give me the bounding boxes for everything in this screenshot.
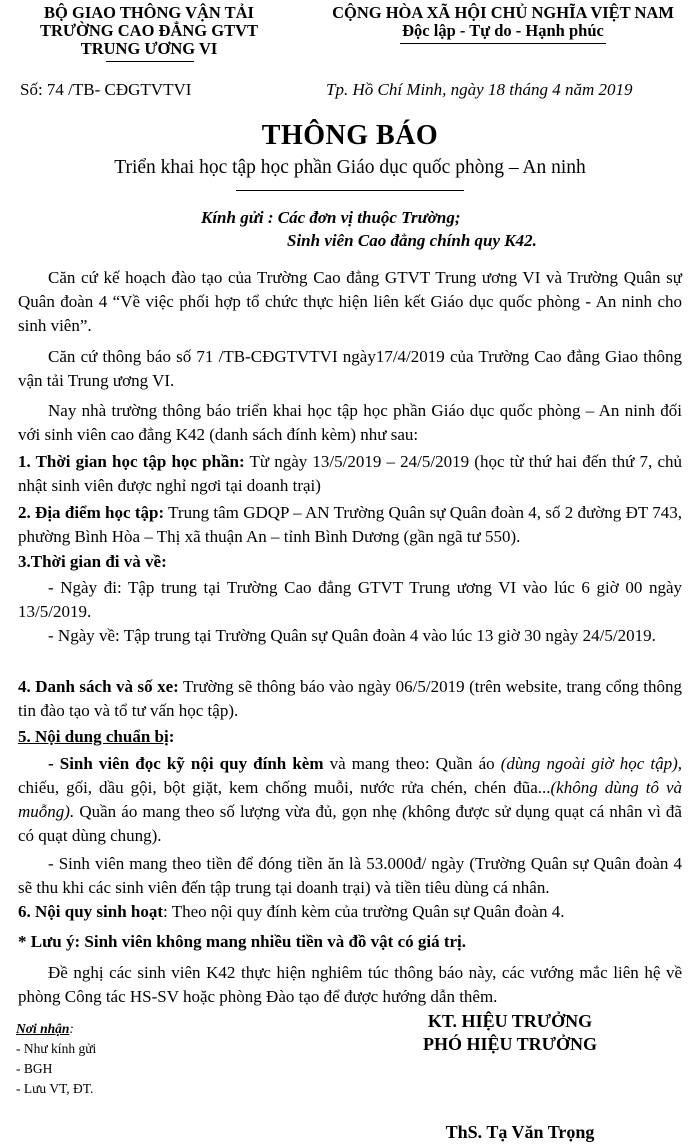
section-5-item-1 [18,752,682,848]
note: * Lưu ý: Sinh viên không mang nhiều tiền và đồ vật có giá trị. [18,932,467,951]
section-2-text: Trung tâm GDQP – AN Trường Quân sự Quân đoàn 4, số 2 đường ĐT 743, phường Bình Hòa – Thị xã thuận An – tỉnh Bình Dương (gần ngã tư 550). [18,503,682,546]
recipients-list-label: Nơi nhận [16,1021,70,1036]
paragraph-basis-2: Căn cứ thông báo số 71 /TB-CĐGTVTVI ngày17/4/2019 của Trường Cao đẳng Giao thông vận tải Trung ương VI. [18,347,682,390]
signature-title-2: PHÓ HIỆU TRƯỞNG [422,1034,597,1054]
recipients-list [16,1019,96,1099]
recipients-list-colon: : [69,1021,74,1036]
paragraph-basis-1: Căn cứ kế hoạch đào tạo của Trường Cao đẳng GTVT Trung ương VI và Trường Quân sự Quân đoàn 4 “Về việc phối hợp tổ chức thực hiện liên kết Giáo dục quốc phòng - An ninh cho sinh viên”. [18,268,682,335]
signature-block [380,1010,640,1056]
org-school: TRƯỜNG CAO ĐẲNG GTVT [39,21,259,40]
section-5-heading [18,725,682,749]
nation-name: CỘNG HÒA XÃ HỘI CHỦ NGHĨA VIỆT NAM [332,3,674,22]
section-5-item-2: - Sinh viên mang theo tiền để đóng tiền ăn là 53.000đ/ ngày (Trường Quân sự Quân đoàn 4 sẽ thu khi các sinh viên đến tập trung tại doanh trại) và tiền tiêu dùng cá nhân. [18,854,682,897]
closing-paragraph: Đề nghị các sinh viên K42 thực hiện nghiêm túc thông báo này, các vướng mắc liên hệ về phòng Công tác HS-SV hoặc phòng Đào tạo để được hướng dẫn thêm. [18,963,682,1006]
section-4-label: 4. Danh sách và số xe: [18,677,179,696]
section-6-text: : Theo nội quy đính kèm của trường Quân sự Quân đoàn 4. [163,902,565,921]
section-3-return: - Ngày về: Tập trung tại Trường Quân sự Quân đoàn 4 vào lúc 13 giờ 30 ngày 24/5/2019. [48,626,656,645]
section-5-item-1-text-d: không được sử dụng quạt cá nhân vì đã có quạt dùng chung). [18,802,682,845]
recipients-line-2: Sinh viên Cao đẳng chính quy K42. [287,231,537,250]
section-1 [18,450,682,498]
document-number: Số: 74 /TB- CĐGTVTVI [20,80,192,99]
section-4-text: Trường sẽ thông báo vào ngày 06/5/2019 (trên website, trang cổng thông tin đào tạo và tổ tư vấn học tập). [18,677,682,720]
page-subtitle: Triển khai học tập học phần Giáo dục quốc phòng – An ninh [114,157,586,178]
section-5-item-1-text-a: và mang theo: Quần áo [323,754,501,773]
recipient-item: - Như kính gửi [16,1041,97,1056]
place-date: Tp. Hồ Chí Minh, ngày 18 tháng 4 năm 2019 [326,80,633,99]
section-5-item-1-italic-b: (không dùng tô và muỗng). [18,778,682,821]
section-4 [18,675,682,723]
org-school-region: TRUNG ƯƠNG VI [80,39,218,58]
paragraph-intro: Nay nhà trường thông báo triển khai học tập học phần Giáo dục quốc phòng – An ninh đối với sinh viên cao đẳng K42 (danh sách đính kèm) như sau: [18,401,682,444]
section-3-departure: - Ngày đi: Tập trung tại Trường Cao đẳng GTVT Trung ương VI vào lúc 6 giờ 00 ngày 13/5/2019. [18,578,682,621]
section-5-item-1-text-c: Quần áo mang theo số lượng vừa đủ, gọn nhẹ [74,802,403,821]
org-underline [106,61,194,62]
section-6 [18,900,682,924]
signer-name: ThS. Tạ Văn Trọng [445,1122,595,1142]
national-motto [318,4,688,40]
section-3-label: 3.Thời gian đi và về: [18,552,167,571]
section-5-item-1-lead: - Sinh viên đọc kỹ nội quy đính kèm [48,754,324,773]
title-underline [236,190,464,191]
recipients-line-1: Kính gửi : Các đơn vị thuộc Trường; [201,208,461,227]
recipient-item: - Lưu VT, ĐT. [16,1081,94,1096]
issuing-organization [14,4,284,58]
section-1-text: Từ ngày 13/5/2019 – 24/5/2019 (học từ thứ hai đến thứ 7, chủ nhật sinh viên được nghỉ ngơi tại doanh trại) [18,452,682,495]
recipient-item: - BGH [16,1061,53,1076]
section-1-label: 1. Thời gian học tập học phần: [18,452,245,471]
page-title: THÔNG BÁO [261,120,439,151]
section-5-item-1-italic-c: ( [402,802,408,821]
section-5-label: 5. Nội dung chuẩn bị [18,727,169,746]
section-6-label: 6. Nội quy sinh hoạt [18,902,164,921]
signature-title-1: KT. HIỆU TRƯỞNG [427,1011,593,1031]
motto-underline [400,43,606,44]
section-5-colon: : [168,727,175,746]
org-ministry: BỘ GIAO THÔNG VẬN TẢI [44,3,254,22]
section-5-item-1-text-b: chiếu, gối, dầu gội, bột giặt, kem chống muỗi, nước rửa chén, chén đũa... [18,778,551,797]
nation-motto: Độc lập - Tự do - Hạnh phúc [402,21,604,40]
section-2 [18,501,682,549]
section-5-item-1-italic-a: (dùng ngoài giờ học tập), [500,754,682,773]
section-2-label: 2. Địa điểm học tập: [18,503,165,522]
